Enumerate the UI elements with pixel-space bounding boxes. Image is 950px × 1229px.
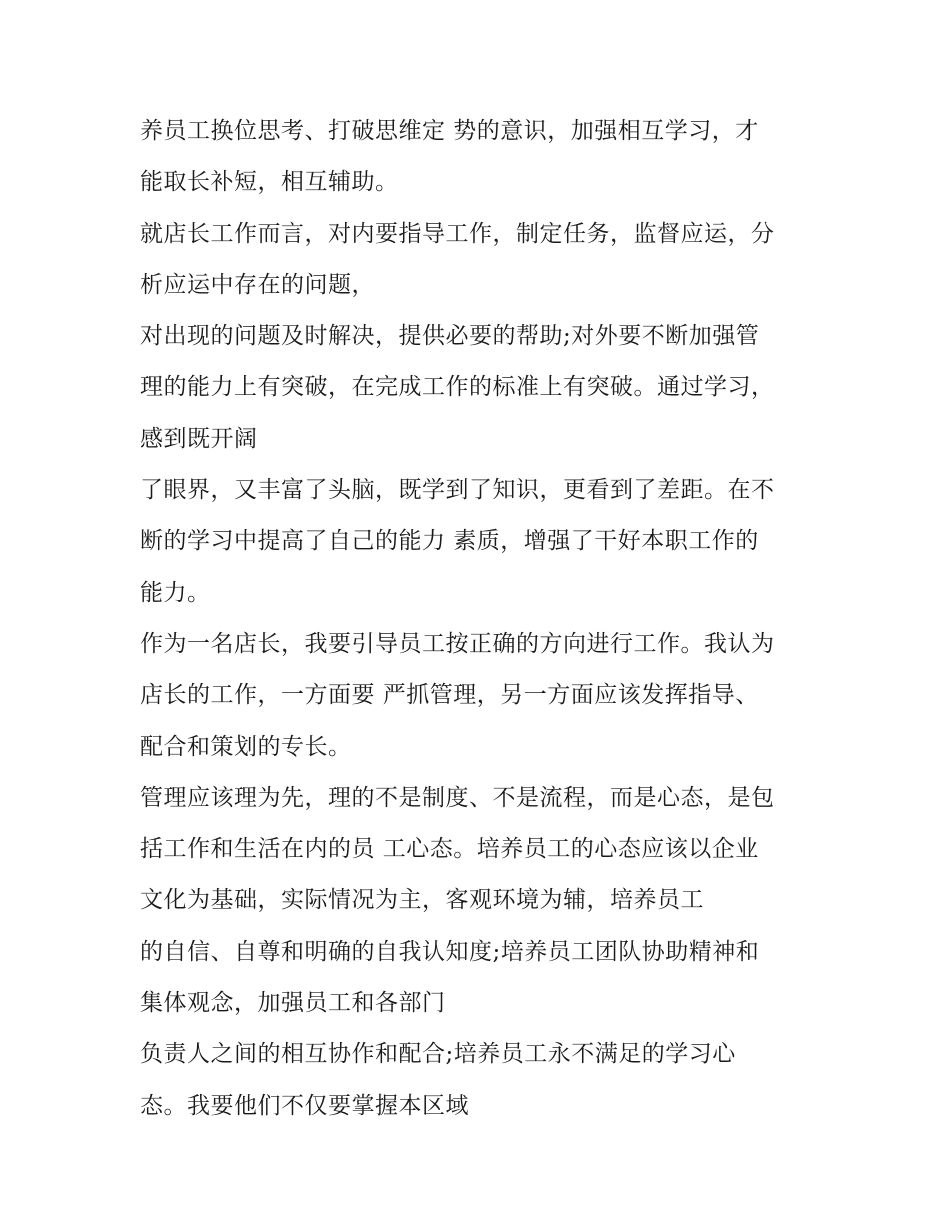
text-line: 的自信、自尊和明确的自我认知度;培养员工团队协助精神和 xyxy=(140,938,760,965)
text-line: 文化为基础，实际情况为主，客观环境为辅，培养员工 xyxy=(140,887,704,914)
text-line: 作为一名店长，我要引导员工按正确的方向进行工作。我认为 xyxy=(140,630,775,657)
text-line: 能力。 xyxy=(140,579,211,606)
text-line: 能取长补短，相互辅助。 xyxy=(140,169,399,196)
text-line: 集体观念，加强员工和各部门 xyxy=(140,990,446,1017)
text-line: 配合和策划的专长。 xyxy=(140,733,352,760)
text-line: 断的学习中提高了自己的能力 素质，增强了干好本职工作的 xyxy=(140,528,759,555)
text-line: 负责人之间的相互协作和配合;培养员工永不满足的学习心 xyxy=(140,1041,736,1068)
text-line: 店长的工作，一方面要 严抓管理，另一方面应该发挥指导、 xyxy=(140,682,759,709)
text-line: 态。我要他们不仅要掌握本区域 xyxy=(140,1092,469,1119)
text-line: 养员工换位思考、打破思维定 势的意识，加强相互学习，才 xyxy=(140,118,759,144)
text-line: 括工作和生活在内的员 工心态。培养员工的心态应该以企业 xyxy=(140,836,759,863)
text-line: 了眼界，又丰富了头脑，既学到了知识，更看到了差距。在不 xyxy=(140,477,775,504)
text-line: 析应运中存在的问题， xyxy=(140,271,375,298)
document-body xyxy=(140,106,840,1132)
text-line: 就店长工作而言，对内要指导工作，制定任务，监督应运，分 xyxy=(140,220,775,247)
text-line: 管理应该理为先，理的不是制度、不是流程，而是心态，是包 xyxy=(140,784,775,811)
text-line: 对出现的问题及时解决，提供必要的帮助;对外要不断加强管 xyxy=(140,323,760,350)
text-line: 理的能力上有突破，在完成工作的标准上有突破。通过学习， xyxy=(140,374,775,401)
text-line: 感到既开阔 xyxy=(140,425,258,452)
